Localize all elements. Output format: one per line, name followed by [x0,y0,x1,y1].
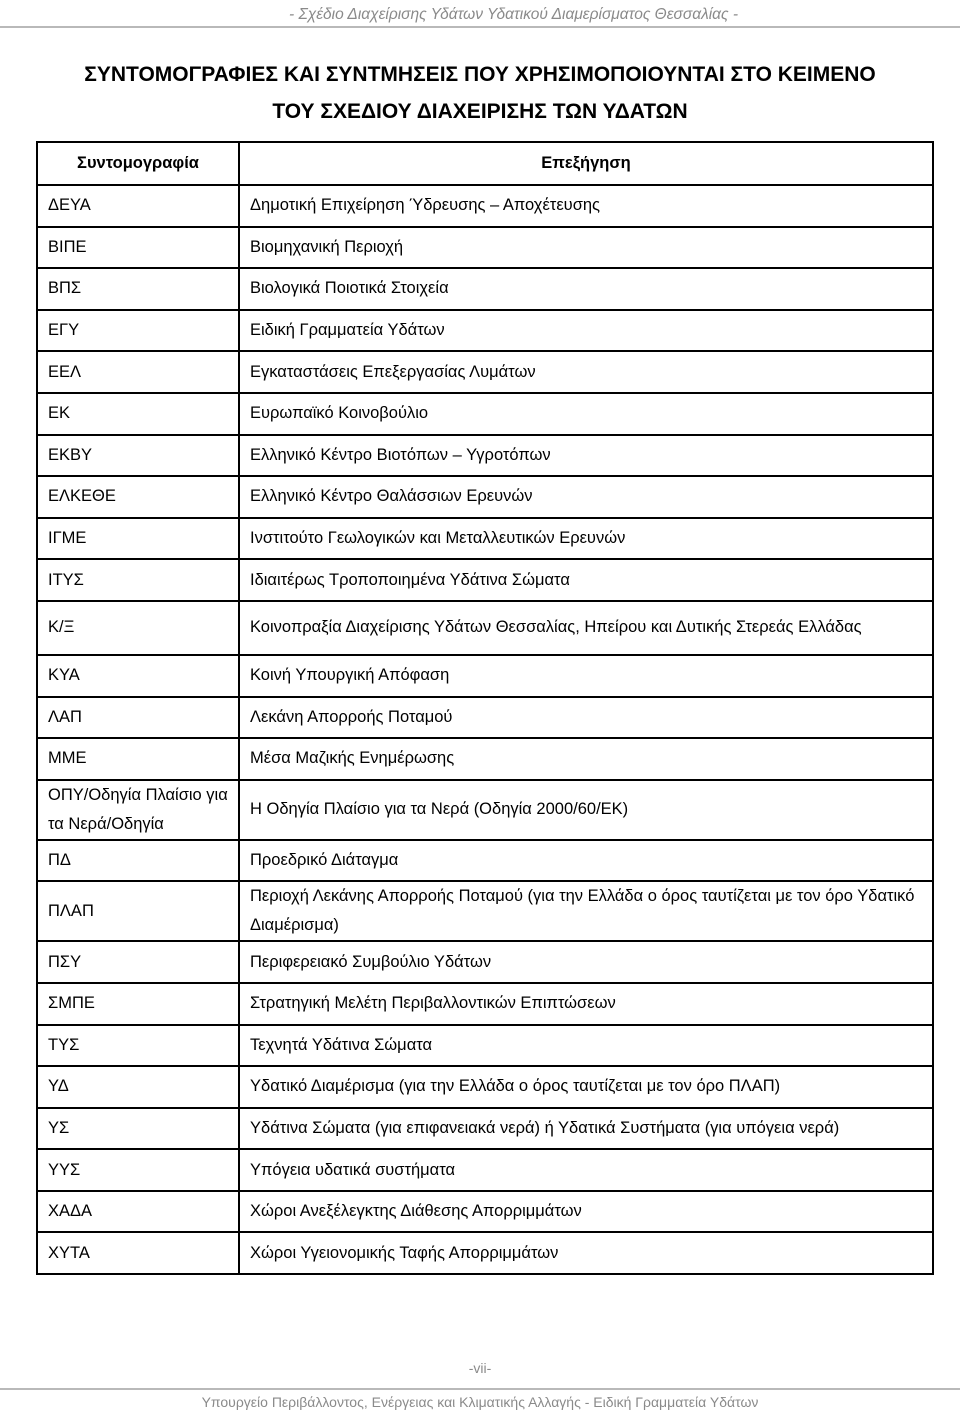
abbreviation-cell: ΧΥΤΑ [37,1232,239,1274]
table-row [37,393,933,435]
abbreviation-cell: ΠΛΑΠ [37,881,239,941]
table-row [37,1108,933,1150]
header-divider [0,26,960,28]
explanation-cell: Υδατικό Διαμέρισμα (για την Ελλάδα ο όρος ταυτίζεται με τον όρο ΠΛΑΠ) [239,1066,933,1108]
abbreviation-cell: ΕΚ [37,393,239,435]
explanation-cell: Προεδρικό Διάταγμα [239,840,933,882]
explanation-cell: Χώροι Υγειονομικής Ταφής Απορριμμάτων [239,1232,933,1274]
explanation-cell: Ελληνικό Κέντρο Θαλάσσιων Ερευνών [239,476,933,518]
abbreviation-cell: Κ/Ξ [37,601,239,655]
explanation-cell: Υδάτινα Σώματα (για επιφανειακά νερά) ή Υδατικά Συστήματα (για υπόγεια νερά) [239,1108,933,1150]
table-row [37,310,933,352]
table-row [37,435,933,477]
abbreviation-cell: ΙΓΜΕ [37,518,239,560]
abbreviation-cell: ΠΔ [37,840,239,882]
explanation-cell: Περιοχή Λεκάνης Απορροής Ποταμού (για την Ελλάδα ο όρος ταυτίζεται με τον όρο Υδατικό Διαμέρισμα) [239,881,933,941]
explanation-cell: Κοινοπραξία Διαχείρισης Υδάτων Θεσσαλίας, Ηπείρου και Δυτικής Στερεάς Ελλάδας [239,601,933,655]
table-row [37,1232,933,1274]
abbreviation-cell: ΤΥΣ [37,1025,239,1067]
abbreviations-table [36,141,934,1275]
explanation-cell: Περιφερειακό Συμβούλιο Υδάτων [239,941,933,983]
table-row [37,1025,933,1067]
table-row [37,476,933,518]
abbreviation-cell: ΔΕΥΑ [37,185,239,227]
abbreviation-cell: ΥΥΣ [37,1149,239,1191]
column-header-abbreviation: Συντομογραφία [37,142,239,185]
abbreviation-cell: ΥΣ [37,1108,239,1150]
abbreviation-cell: ΕΕΛ [37,351,239,393]
abbreviation-cell: ΟΠΥ/Οδηγία Πλαίσιο για τα Νερά/Οδηγία [37,780,239,840]
table-row [37,780,933,840]
footer-ministry: Υπουργείο Περιβάλλοντος, Ενέργειας και Κλιματικής Αλλαγής - Ειδική Γραμματεία Υδάτων [201,1394,759,1410]
explanation-cell: Λεκάνη Απορροής Ποταμού [239,697,933,739]
page-title-line-2: ΤΟΥ ΣΧΕΔΙΟΥ ΔΙΑΧΕΙΡΙΣΗΣ ΤΩΝ ΥΔΑΤΩΝ [272,100,688,123]
table-row [37,697,933,739]
abbreviation-cell: ΕΛΚΕΘΕ [37,476,239,518]
table-row [37,655,933,697]
abbreviation-cell: ΧΑΔΑ [37,1191,239,1233]
table-row [37,351,933,393]
table-row [37,601,933,655]
explanation-cell: Ινστιτούτο Γεωλογικών και Μεταλλευτικών Ερευνών [239,518,933,560]
table-header-row [37,142,933,185]
explanation-cell: Βιομηχανική Περιοχή [239,227,933,269]
page-title [0,56,960,130]
explanation-cell: Δημοτική Επιχείρηση Ύδρευσης – Αποχέτευσης [239,185,933,227]
table-row [37,559,933,601]
page-number: -vii- [468,1360,492,1376]
column-header-explanation: Επεξήγηση [239,142,933,185]
table-row [37,840,933,882]
abbreviation-cell: ΠΣΥ [37,941,239,983]
abbreviation-cell: ΒΙΠΕ [37,227,239,269]
table-row [37,738,933,780]
abbreviation-cell: ΜΜΕ [37,738,239,780]
running-header: - Σχέδιο Διαχείρισης Υδάτων Υδατικού Διαμερίσματος Θεσσαλίας - [288,6,738,23]
explanation-cell: Ιδιαιτέρως Τροποποιημένα Υδάτινα Σώματα [239,559,933,601]
table-row [37,983,933,1025]
abbreviation-cell: ΣΜΠΕ [37,983,239,1025]
table-row [37,881,933,941]
explanation-cell: Χώροι Ανεξέλεγκτης Διάθεσης Απορριμμάτων [239,1191,933,1233]
table-row [37,185,933,227]
page-title-line-1: ΣΥΝΤΟΜΟΓΡΑΦΙΕΣ ΚΑΙ ΣΥΝΤΜΗΣΕΙΣ ΠΟΥ ΧΡΗΣΙΜΟΠΟΙΟΥΝΤΑΙ ΣΤΟ ΚΕΙΜΕΝΟ [84,63,876,86]
explanation-cell: Η Οδηγία Πλαίσιο για τα Νερά (Οδηγία 2000/60/ΕΚ) [239,780,933,840]
explanation-cell: Υπόγεια υδατικά συστήματα [239,1149,933,1191]
explanation-cell: Ελληνικό Κέντρο Βιοτόπων – Υγροτόπων [239,435,933,477]
abbreviation-cell: ΕΓΥ [37,310,239,352]
explanation-cell: Τεχνητά Υδάτινα Σώματα [239,1025,933,1067]
abbreviation-cell: ΒΠΣ [37,268,239,310]
table-row [37,941,933,983]
abbreviation-cell: ΙΤΥΣ [37,559,239,601]
table-row [37,518,933,560]
explanation-cell: Εγκαταστάσεις Επεξεργασίας Λυμάτων [239,351,933,393]
table-row [37,1066,933,1108]
table-body [37,185,933,1274]
explanation-cell: Στρατηγική Μελέτη Περιβαλλοντικών Επιπτώσεων [239,983,933,1025]
explanation-cell: Βιολογικά Ποιοτικά Στοιχεία [239,268,933,310]
abbreviation-cell: ΥΔ [37,1066,239,1108]
table-row [37,1191,933,1233]
abbreviation-cell: ΛΑΠ [37,697,239,739]
table-row [37,227,933,269]
explanation-cell: Ευρωπαϊκό Κοινοβούλιο [239,393,933,435]
explanation-cell: Μέσα Μαζικής Ενημέρωσης [239,738,933,780]
table-row [37,268,933,310]
table-row [37,1149,933,1191]
abbreviation-cell: ΕΚΒΥ [37,435,239,477]
explanation-cell: Ειδική Γραμματεία Υδάτων [239,310,933,352]
abbreviation-cell: ΚΥΑ [37,655,239,697]
explanation-cell: Κοινή Υπουργική Απόφαση [239,655,933,697]
footer-divider [0,1388,960,1390]
